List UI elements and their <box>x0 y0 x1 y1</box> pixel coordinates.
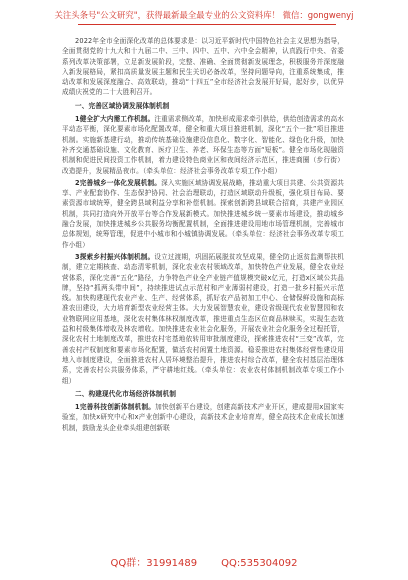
section-1-item-2 <box>62 178 344 250</box>
item-body: 加快创新平台建设，创建高新技术产业开区，建成提用x国家实验室，加快x研究中心和x产业创新中心建设，高新技术企业培育库，健全高技术企业成长加速机制，鼓励龙头企业牵头组建创新联 <box>62 403 344 432</box>
item-lead: 1完善科技创新体制机制。 <box>75 403 156 412</box>
item-lead: 1健全扩大内需工作机制。 <box>75 115 155 124</box>
section-2-item-1 <box>62 402 344 433</box>
intro-paragraph: 2022年全市全面深化改革的总体要求是：以习近平新时代中国特色社会主义思想为指导，全面贯彻党的十九大和十九届二中、三中、四中、五中、六中全会精神，认真践行中央、省委系列改革决策部署，立足新发展阶段，完整、准确、全面贯彻新发展理念，积极服务并深度融入新发展格局，紧扣高质量发展主题和民生关切必备改革，坚持问题导向，注重系统集成，推动改革和发展深度融合、高效联动，推动“十四五”全市经济社会发展开好局，起好步，以优异成绩庆祝党的二十大胜利召开。 <box>62 37 344 97</box>
item-body: 注重需求侧改革，加快形成需求牵引供给，供给创造需求的高水平动态平衡，深化要素市场化配置改革，健全和重大项目推进机制，深化“五个一批”项目推进机制。实施新基建行动，推动传统基础设施建设信息化、数字化、智能化、绿色化升级，加快补齐交通基础设施、文化教育、医疗卫生、养老、环保生态等方面“短板”。健全市场化现融资机制和促进民间投资工作机制，着力建设特色商业区和夜间经济示范区，推进商圈（步行街）改造提升，发展精品夜市。（牵头单位：经济社会事务改革专项工作小组） <box>62 115 345 175</box>
promo-banner: 关注头条号"公文研究"，获得最新最全最专业的公文资料库！ 微信：gongwenyj <box>54 10 354 20</box>
section-2-heading: 二、构建现代化市场经济体制机制 <box>75 389 177 398</box>
qq-group-label: QQ群：31991489 <box>110 558 198 569</box>
document-body <box>62 36 344 435</box>
section-1-heading: 一、完善区域协调发展体制机制 <box>75 101 170 110</box>
item-body: 设立过渡期，巩固拓展脱贫攻坚成果，健全防止返贫监测帮扶机制，建立定期核查、动态清零机制，深化农业农村领域改革，加快特色产业发展，健全农业经营体系，深化完善“五化”路径，力争特色产业全产业链产值规模突破x亿元，打造x区域公共品牌，坚持“抓两头带中间”，持续推进试点示范村和产业薄弱村建设，打造一批乡村振兴示范线。加快构建现代农业产业、生产、经营体系，抓好农产品初加工中心、仓储保鲜设施和高标准农田建设，大力培育新型农业经营主体。大力发展智慧农业，建设省级现代农业智慧园和农业物联网应用基地，深化农村集体林权制度改革，推进重点生态区位商品林赎买，实现生态效益和村级集体增收及林农增收。加快推进农业社会化服务，开展农业社会化服务全过程托管，深化农村土地制度改革，推进农村宅基地依转用审批制度建设，探索推进农村“三变”改革，完善农村产权制度和要素市场化配置，做活农村闲置土地资源。稳妥推进农村集体经营性建设用地入市制度建设，全面推进农村人居环境整治提升，推进农村综合改革，健全农村基层治理体系，完善农村公共服务体系，严守耕地红线。（牵头单位：农业农村体制机制改革专项工作小组） <box>62 252 345 385</box>
contact-footer <box>0 554 408 569</box>
banner-underline <box>78 24 336 25</box>
section-1-item-1 <box>62 114 344 176</box>
item-lead: 2完善城乡一体化发展机制。 <box>75 178 162 187</box>
item-lead: 3探索乡村振兴体制机制。 <box>75 252 155 261</box>
item-body: 深入实施区域协调发展战略，推动重大项目共建、公共资源共享、产业配套协作、生态保护协同、社会治理联动，打造区域联动升级板，强化项目布局、要素资源市域统筹，健全跨县域利益分享和补偿机制。探索创新跨县域联合招商，共建产业园区机制，共同打造向外开放平台等合作发展新模式。加快推进城乡统一要素市场建设，推动城乡融合发展，加快推进城乡公共服务均衡配置机制，全面推进建设用地市场管理机制，完善城市总体规划，统筹管理，促进中小城市和小城镇协调发展。（牵头单位：经济社会事务改革专项工作小组） <box>62 178 344 249</box>
section-1-item-3 <box>62 252 344 386</box>
qq-contact-label: QQ:535304092 <box>221 558 298 569</box>
